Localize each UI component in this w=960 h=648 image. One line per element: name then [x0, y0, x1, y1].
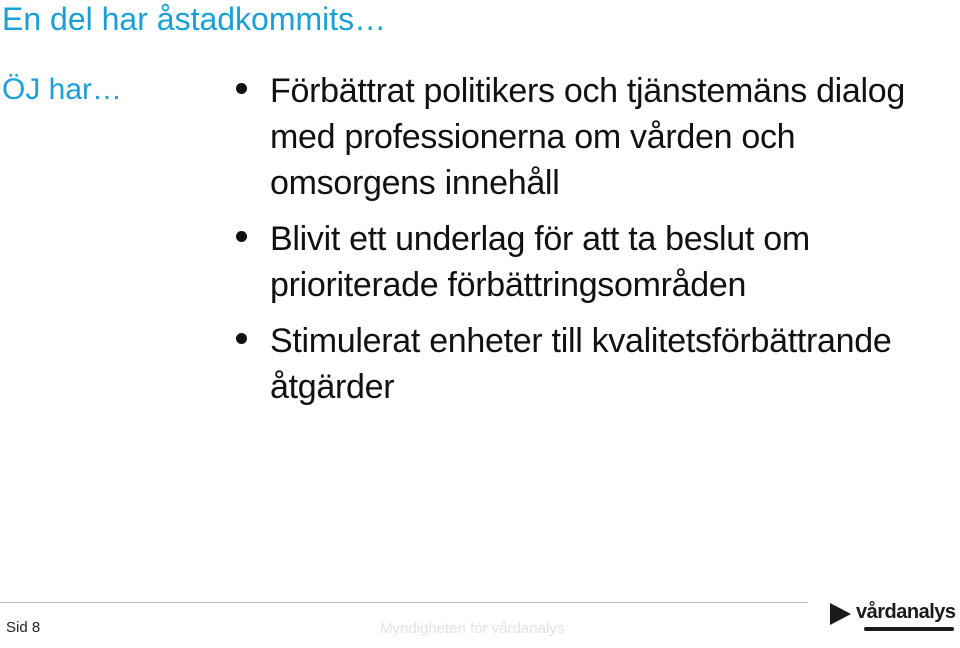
- bullet-icon: [236, 231, 247, 242]
- footer-org-name: Myndigheten för vårdanalys: [380, 620, 565, 637]
- slide-title: En del har åstadkommits…: [2, 1, 387, 37]
- logo-underline: [864, 627, 954, 631]
- footer-divider: [0, 602, 808, 603]
- vardanalys-logo: [826, 598, 958, 634]
- bullet-text: Förbättrat politikers och tjänstemäns dialog med professionerna om vården och omsorgens innehåll: [270, 72, 906, 202]
- bullet-text: Blivit ett underlag för att ta beslut om prioriterade förbättringsområden: [270, 220, 810, 304]
- bullet-item: [234, 68, 958, 206]
- bullet-list: [234, 68, 958, 420]
- side-label: ÖJ har…: [2, 73, 123, 106]
- bullet-item: [234, 318, 958, 410]
- bullet-text: Stimulerat enheter till kvalitetsförbättrande åtgärder: [270, 322, 892, 406]
- page-number: Sid 8: [6, 619, 41, 636]
- bullet-icon: [236, 333, 247, 344]
- logo-text: vårdanalys: [856, 601, 956, 623]
- bullet-item: [234, 216, 958, 308]
- play-arrow-icon: [826, 600, 854, 628]
- bullet-icon: [236, 83, 247, 94]
